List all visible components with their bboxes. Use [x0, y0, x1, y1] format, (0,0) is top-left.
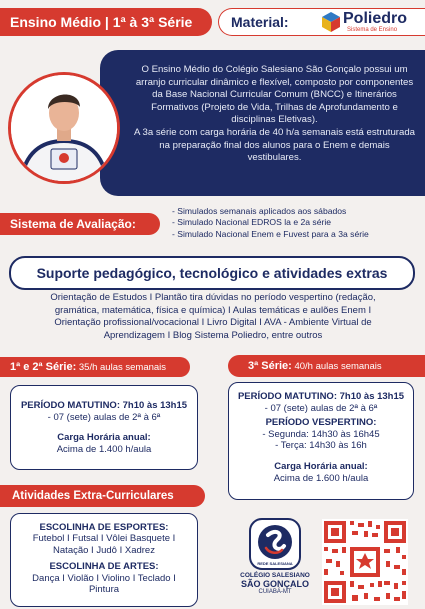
seal-line-2: SÃO GONÇALO: [240, 579, 309, 589]
poliedro-logo-icon: [322, 12, 340, 32]
school-seal: [240, 518, 310, 608]
serie-12-label: [0, 357, 190, 377]
suporte-line: Aprendizagem I Blog Sistema Poliedro, entre outros: [103, 329, 323, 341]
serie-12-hours: 35/h aulas semanais: [76, 362, 167, 373]
serie-3-periodo-vespertino: PERÍODO VESPERTINO:: [265, 417, 377, 429]
serie-3-segunda: - Segunda: 14h30 às 16h45: [262, 428, 380, 440]
serie-3-label: [228, 355, 425, 377]
intro-paragraph-1: O Ensino Médio do Colégio Salesiano São Gonçalo possui um arranjo curricular dinâmico e flexível, composto por componentes da Base Nacional Curricular Comum (BNCC) e Itinerários Formativos (Projeto de Vida, Trilhas de Aprofundamento e disciplinas Eletivas).: [135, 64, 414, 126]
extras-label: Atividades Extra-Curriculares: [0, 485, 205, 507]
serie-12-periodo: PERÍODO MATUTINO: 7h10 às 13h15: [20, 400, 188, 411]
avaliacao-list: [172, 206, 369, 240]
extras-box: [10, 513, 198, 607]
serie-12-carga-label: Carga Horária anual:: [57, 432, 151, 444]
serie-3-hours: 40/h aulas semanais: [291, 361, 382, 372]
suporte-line: Orientação de Estudos I Plantão tira dúvidas no período vespertino (redação,: [50, 292, 376, 303]
suporte-text: [8, 292, 418, 342]
serie-3-box: [228, 382, 414, 500]
serie-3-terca: - Terça: 14h30 às 16h: [275, 440, 367, 452]
suporte-line: gramática, matemática, física e química) I Aulas temáticas e aulões Enem I: [54, 304, 372, 316]
serie-12-box: [10, 385, 198, 470]
avaliacao-label: Sistema de Avaliação:: [0, 213, 160, 235]
serie-3-carga-label: Carga Horária anual:: [274, 460, 368, 472]
avaliacao-item: - Simulado Nacional Enem e Fuvest para a 3a série: [172, 228, 369, 239]
seal-line-1: COLÉGIO SALESIANO: [240, 572, 310, 579]
serie-3-aulas: - 07 (sete) aulas de 2ª à 6ª: [264, 402, 378, 414]
material-label: Material:: [231, 14, 289, 30]
esportes-line: Natação I Judô I Xadrez: [53, 544, 155, 556]
esportes-title: ESCOLINHA DE ESPORTES:: [39, 522, 169, 533]
avaliacao-item: - Simulados semanais aplicados aos sábados: [172, 206, 347, 216]
student-photo: [8, 72, 120, 184]
brand-subtitle: Sistema de Ensino: [347, 27, 398, 33]
artes-line: Dança I Violão I Violino I Teclado I: [32, 572, 176, 584]
serie-3-periodo-matutino: PERÍODO MATUTINO: 7h10 às 13h15: [237, 391, 405, 402]
serie-3-carga-value: Acima de 1.600 h/aula: [273, 472, 369, 484]
serie-12-aulas: - 07 (sete) aulas de 2ª à 6ª: [47, 411, 161, 423]
avaliacao-item: - Simulado Nacional EDROS la e 2a série: [172, 217, 332, 228]
artes-line: Pintura: [88, 584, 120, 596]
seal-ring-text: REDE SALESIANA: [257, 561, 293, 566]
suporte-title: Suporte pedagógico, tecnológico e atividades extras: [9, 256, 415, 290]
student-avatar-icon: [11, 75, 117, 181]
intro-panel: [100, 50, 425, 196]
material-box: [218, 8, 425, 36]
artes-title: ESCOLINHA DE ARTES:: [49, 561, 159, 573]
seal-line-3: CUIABÁ-MT: [258, 589, 292, 595]
intro-paragraph-2: A 3a série com carga horária de 40 h/a semanais está estruturada na preparação final dos alunos para o Enem e demais vestibulares.: [133, 126, 416, 164]
qr-code-icon[interactable]: [322, 519, 408, 605]
brand-name: Poliedro: [343, 10, 408, 27]
serie-12-title: 1ª e 2ª Série:: [10, 361, 77, 373]
serie-3-title: 3ª Série:: [248, 360, 292, 372]
salesiano-logo-icon: [246, 518, 304, 570]
suporte-line: Orientação profissional/vocacional I Livro Digital I AVA - Ambiente Virtual de: [54, 317, 372, 329]
page-title: Ensino Médio | 1ª à 3ª Série: [0, 8, 212, 36]
esportes-line: Futebol I Futsal I Vôlei Basquete I: [32, 533, 176, 545]
serie-12-carga-value: Acima de 1.400 h/aula: [56, 443, 152, 455]
